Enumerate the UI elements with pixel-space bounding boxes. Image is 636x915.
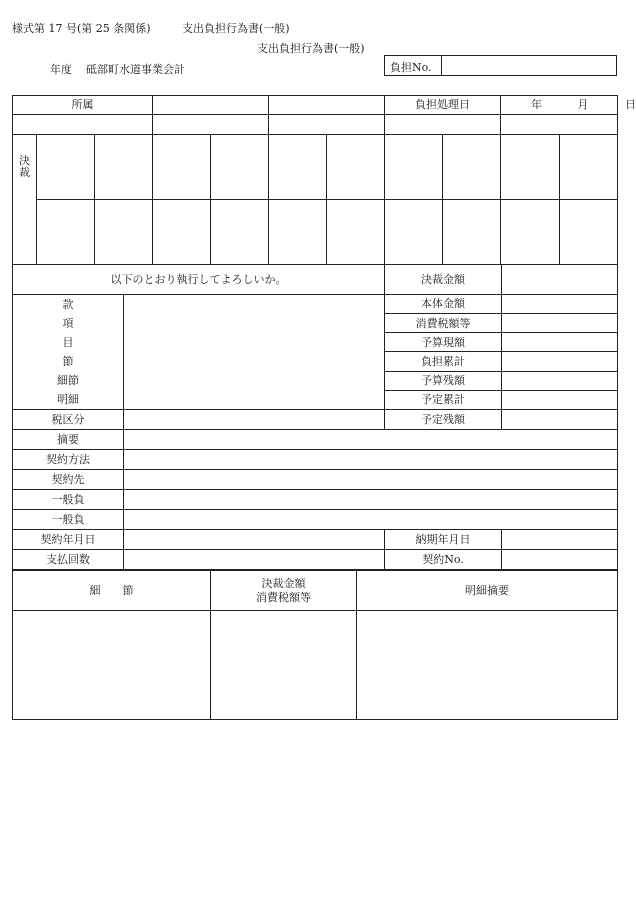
tax-category-field[interactable] (124, 410, 385, 430)
approval-stamp[interactable] (211, 200, 269, 265)
approval-stamp[interactable] (95, 135, 153, 200)
budget-category-label: 細節 (57, 374, 79, 387)
account-name: 砥部町水道事業会計 (86, 63, 185, 76)
commitment-total-field[interactable] (502, 352, 618, 371)
general-field-1[interactable] (124, 490, 618, 510)
approval-stamp[interactable] (269, 135, 327, 200)
budget-category-label: 項 (62, 317, 74, 330)
form-reference: 様式第 17 号(第 25 条関係) (12, 22, 151, 35)
budget-table (12, 264, 618, 570)
planned-total-field[interactable] (502, 390, 618, 409)
approval-stamp[interactable] (37, 135, 95, 200)
payment-count-field[interactable] (124, 550, 385, 570)
approval-stamp[interactable] (269, 200, 327, 265)
approval-table (12, 95, 636, 265)
detail-amount-header: 決裁金額 消費税額等 (211, 571, 357, 611)
affiliation-field-2[interactable] (269, 96, 385, 115)
planned-total-label: 予定累計 (385, 390, 502, 409)
affiliation-value-2[interactable] (153, 115, 269, 135)
detail-section-header: 細 節 (13, 571, 211, 611)
fiscal-year-label: 年度 (50, 63, 72, 76)
general-field-2[interactable] (124, 510, 618, 530)
form-title-inline: 支出負担行為書(一般) (182, 22, 290, 35)
futan-no-box (384, 55, 617, 76)
affiliation-field-1[interactable] (153, 96, 269, 115)
contract-method-field[interactable] (124, 450, 618, 470)
detail-section-field[interactable] (13, 611, 211, 720)
approval-stamp[interactable] (501, 135, 560, 200)
process-date-value-2[interactable] (501, 115, 618, 135)
budget-remaining-field[interactable] (502, 371, 618, 390)
contractor-label: 契約先 (13, 470, 124, 490)
approval-stamp[interactable] (443, 200, 501, 265)
approval-stamp[interactable] (385, 200, 443, 265)
contract-no-field[interactable] (502, 550, 618, 570)
detail-amount-field[interactable] (211, 611, 357, 720)
approval-stamp[interactable] (443, 135, 501, 200)
budget-category-label: 款 (62, 298, 74, 311)
commitment-total-label: 負担累計 (385, 352, 502, 371)
affiliation-value[interactable] (13, 115, 153, 135)
consumption-tax-field[interactable] (502, 314, 618, 333)
approval-stamp[interactable] (211, 135, 269, 200)
futan-no-label: 負担No. (390, 61, 432, 74)
approval-stamp[interactable] (95, 200, 153, 265)
planned-remaining-field[interactable] (502, 410, 618, 430)
tax-category-label: 税区分 (13, 410, 124, 430)
approval-label: 決裁 (13, 135, 37, 265)
approval-stamp[interactable] (560, 135, 618, 200)
futan-no-input[interactable] (443, 56, 616, 75)
budget-remaining-label: 予算残額 (385, 371, 502, 390)
body-amount-field[interactable] (502, 295, 618, 314)
approval-stamp[interactable] (327, 135, 385, 200)
approval-stamp[interactable] (153, 200, 211, 265)
delivery-date-field[interactable] (502, 530, 618, 550)
confirm-text: 以下のとおり執行してよろしいか。 (13, 265, 385, 295)
general-label-2: 一般負 (13, 510, 124, 530)
process-date-value[interactable] (385, 115, 501, 135)
contract-method-label: 契約方法 (13, 450, 124, 470)
budget-category-labels (13, 295, 124, 410)
summary-label: 摘要 (13, 430, 124, 450)
budget-current-field[interactable] (502, 333, 618, 352)
approved-amount-field[interactable] (502, 265, 618, 295)
process-date-label: 負担処理日 (385, 96, 501, 115)
approved-amount-label: 決裁金額 (385, 265, 502, 295)
contractor-field[interactable] (124, 470, 618, 490)
budget-category-label: 目 (62, 336, 74, 349)
detail-table (12, 570, 618, 720)
contract-date-field[interactable] (124, 530, 385, 550)
body-amount-label: 本体金額 (385, 295, 502, 314)
approval-stamp[interactable] (327, 200, 385, 265)
process-date-field[interactable] (501, 96, 636, 115)
budget-category-label: 節 (62, 355, 74, 368)
planned-remaining-label: 予定残額 (385, 410, 502, 430)
summary-field[interactable] (124, 430, 618, 450)
month-label: 月 (577, 98, 589, 112)
budget-current-label: 予算現額 (385, 333, 502, 352)
detail-summary-header: 明細摘要 (357, 571, 618, 611)
approval-stamp[interactable] (560, 200, 618, 265)
general-label-1: 一般負 (13, 490, 124, 510)
futan-no-divider (441, 56, 442, 75)
detail-summary-field[interactable] (357, 611, 618, 720)
delivery-date-label: 納期年月日 (385, 530, 502, 550)
approval-stamp[interactable] (385, 135, 443, 200)
affiliation-value-3[interactable] (269, 115, 385, 135)
contract-no-label: 契約No. (385, 550, 502, 570)
approval-stamp[interactable] (153, 135, 211, 200)
approval-stamp[interactable] (37, 200, 95, 265)
budget-category-field[interactable] (124, 295, 385, 410)
approval-stamp[interactable] (501, 200, 560, 265)
payment-count-label: 支払回数 (13, 550, 124, 570)
affiliation-label: 所属 (13, 96, 153, 115)
form-title: 支出負担行為書(一般) (257, 42, 365, 55)
budget-category-label: 明細 (57, 393, 79, 406)
consumption-tax-label: 消費税額等 (385, 314, 502, 333)
day-label: 日 (625, 98, 636, 112)
contract-date-label: 契約年月日 (13, 530, 124, 550)
year-label: 年 (531, 98, 543, 112)
